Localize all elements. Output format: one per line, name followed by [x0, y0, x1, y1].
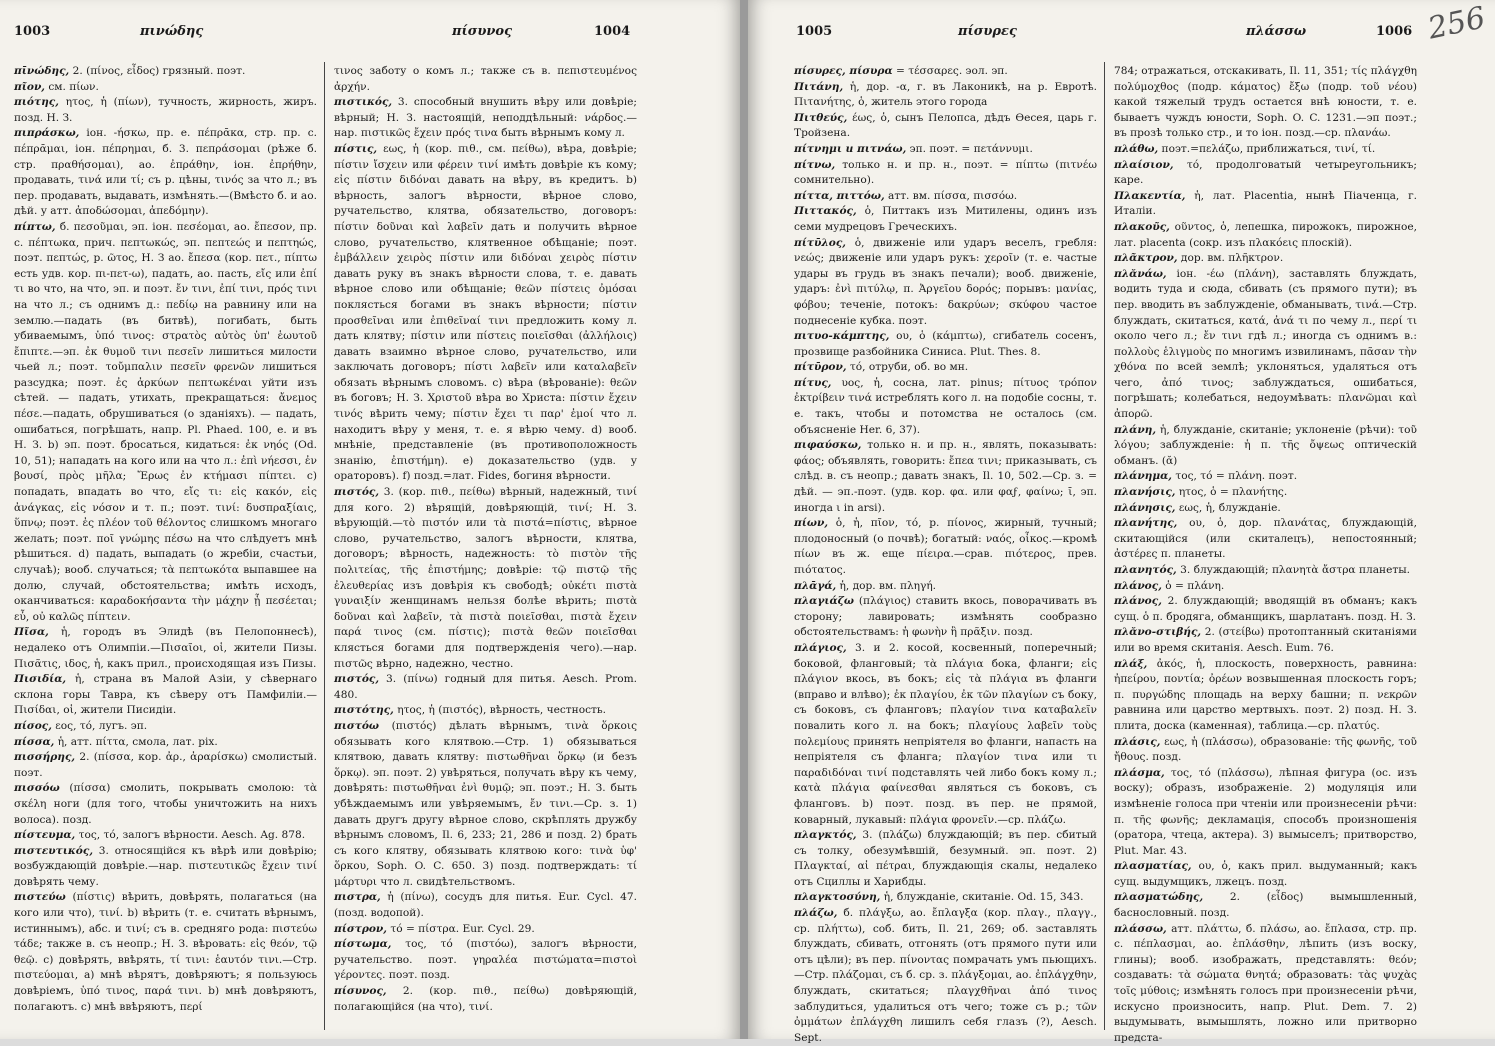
entry-definition: τος, τό (πλάσσω), лѣпная фигура (ос. изъ воску); образъ, изображеніе. 2) модуляція или измѣненіе голоса при чтеніи или произнесеніи рѣчи: π. τῆς φωνῆς; декламація, способъ произношенія (оратора, чтеца, актера). 3) вымыселъ; притворство, Plut. Mar. 43. [1114, 766, 1417, 857]
headword: πίστρον, [334, 922, 387, 935]
dictionary-entry [14, 80, 317, 96]
headword: πιστός, [334, 486, 380, 499]
column-divider [324, 62, 325, 1030]
dictionary-entry [1114, 158, 1417, 189]
headword: πιστικός, [334, 96, 393, 109]
dictionary-entry [334, 890, 637, 921]
dictionary-entry [334, 95, 637, 142]
entry-definition: только н. и пр. н., являть, показывать: φάος; объявлять, говорить: ἔπεα τινι; приказывать, съ слѣд. в. съ неопр.; давать знакъ, Il. 10, 502.—Ср. з. = дѣй. — эп.-поэт. (удв. кор. φα. или φαϝ, φαίνω; ῑ, эп. иногда ι in arsi). [794, 439, 1097, 514]
column-1 [794, 64, 1097, 1044]
dictionary-entry [794, 64, 1097, 80]
dictionary-entry [1114, 220, 1417, 251]
book-gutter [740, 0, 748, 1039]
column-2 [334, 64, 637, 1024]
entry-definition: ὁ, движеніе или ударъ веселъ, гребля: νεώς; движеніе или ударъ рукъ: χεροῖν (т. е. частые удары въ грудь въ знакъ печали); вооб. движеніе, ударъ: ἐνὶ πιτύλῳ, п. Ἀργεῖου δορός; порывъ: μανίας, φόβου; теченіе, потокъ: δακρύων; σκύφου частое поднесеніе кубка. поэт. [794, 236, 1097, 327]
entry-definition: τό, отруби, об. во мн. [846, 361, 969, 374]
entry-definition: ἀκός, ἡ, плоскость, поверхность, равнина: ἠπείρου, ποντία; ὀρέων возвышенная плоскость горъ; π. πυργώδης площадь на верху башни; π. νεκρῶν равнина или царство мертвыхъ. поэт. 2) позд. Н. З. плита, доска (каменная), таблица.—ср. πλατύς. [1114, 657, 1417, 732]
dictionary-entry [14, 750, 317, 781]
headword: πλανήτης, [1114, 517, 1178, 530]
dictionary-entry [794, 376, 1097, 438]
headword: πίτῡρον, [794, 361, 847, 374]
dictionary-entry [1114, 657, 1417, 735]
dictionary-entry [1114, 516, 1417, 563]
entry-definition: 3. и 2. косой, косвенный, поперечный; боковой, флангoвый; τὰ πλάγια бока, фланги; εἰς πλάγιον вкось, въ бокъ; εἰς τὰ πλάγια въ фланги (вправо и влѣво); ἐκ πλαγίου, ἐκ τῶν πλαγίων съ боку, съ боковъ, съ фланговъ; πλαγίον τινα καταβαλεῖν повалить кого л. на бокъ; πλαγίους λαβεῖν τοὺς πολεμίους принять непріятеля во фланги, напасть на непріятеля съ фланга; πλαγίον τινα или τι παραδιδόναι τινί подставлять чей либо бокъ кому л.; κατὰ πλάγια φαίνεσθαι являться съ боковъ, съ фланговъ. b) поэт. позд. въ пер. не прямой, коварный, лукавый: πλάγια φρονεῖν.—ср. πλάζω. [794, 641, 1097, 826]
headword: πῖον, [14, 80, 45, 93]
headword: πλάζω, [794, 907, 838, 920]
headword: πλάνημα, [1114, 470, 1172, 483]
entry-definition: поэт.=πελάζω, приближаться, τινί, τί. [1158, 142, 1376, 155]
headword: πίτῡλος, [794, 236, 846, 249]
entry-definition: τος, τό = πλάνη. поэт. [1171, 470, 1298, 483]
headword: πλᾶκτρον, [1114, 252, 1178, 265]
entry-definition: ἡ, блужданіе, скитаніе. Od. 15, 343. [880, 891, 1084, 904]
page-number-right: 1006 [1376, 24, 1413, 39]
headword: πίσυνος, [334, 985, 387, 998]
headword: πλάσσω, [1114, 922, 1167, 935]
headword: πίτυς, [794, 376, 832, 389]
headword: πλαίσιον, [1114, 158, 1174, 171]
dictionary-entry [334, 142, 637, 485]
entry-definition: τινος заботу о комъ л.; также съ в. πεπιστευμένος ἀρχήν. [334, 65, 637, 93]
entry-definition: ἡ, страна въ Малой Азіи, у сѣвернаго склона горы Тавра, къ сѣверу отъ Памфиліи.—Πισίδαι, οἱ, жители Писидіи. [14, 673, 317, 717]
entry-definition: = τέσσαρες. эол. эп. [892, 65, 1008, 77]
dictionary-entry [794, 906, 1097, 1046]
dictionary-entry [794, 204, 1097, 235]
entry-definition: τος, τό (πιστόω), залогъ вѣрности, ручательство. поэт. γηραλέα πιστώματα=πιστοὶ γέροντες. поэт. позд. [334, 938, 637, 982]
entry-definition: 3. способный внушить вѣру или довѣріе; вѣрный; Н. З. настоящій, неподдѣльный: νάρδος.—нар. πιστικῶς ἔχειν πρός τινα быть вѣрнымъ кому л. [334, 96, 637, 140]
headword: πλασματίας, [1114, 860, 1192, 873]
entry-definition: 784; отражаться, отскакивать, Il. 11, 351; τίς πλάγχθη πολύμοχθος (подр. κάματος) ἔξω (подр. τοῦ νέου) какой тяжелый трудъ остается внѣ юности, т. е. бываетъ чуждъ юности, Soph. O. C. 1231.—эп поэт.; въ прозѣ только стр., и то іон. позд.—ср. πλανάω. [1114, 65, 1417, 140]
headword: πιστρα, [334, 891, 381, 904]
entry-definition: τος, τό, залогъ вѣрности. Aesch. Ag. 878. [75, 829, 306, 842]
entry-definition: 3. (πλάζω) блуждающій; въ пер. сбитый съ толку, обезумѣвшій, безумный. эп. поэт. 2) Πλαγκταί, αἱ πέτραι, блуждающія скалы, недалеко отъ Сциллы и Харибды. [794, 829, 1097, 888]
dictionary-entry [334, 672, 637, 703]
dictionary-entry [794, 641, 1097, 828]
headword: πλασματώδης, [1114, 891, 1204, 904]
headword: πιφαύσκω, [794, 439, 862, 452]
entry-definition: 2. (πίνος, εἶδος) грязный. поэт. [69, 65, 246, 77]
dictionary-entry [1114, 735, 1417, 766]
dictionary-entry [794, 360, 1097, 376]
entry-definition: 2. (εἶδος) вымышленный, баснословный. позд. [1114, 891, 1417, 920]
entry-definition: 2. (πίσσα, кор. ἀρ., ἀραρίσκω) смолистый. поэт. [14, 751, 317, 779]
dictionary-entry [794, 438, 1097, 516]
headword: πιστότης, [334, 704, 394, 717]
page-number: 1003 [14, 24, 51, 39]
entry-definition: ὁ = πλάνη. [1161, 579, 1225, 592]
right-page [748, 0, 1495, 1044]
entry-definition: 3. (кор. πιθ., πείθω) вѣрный, надежный, τινί для кого. 2) вѣрящій, довѣряющій, τινί; Н. З. вѣрующій.—τὸ πιστόν или τὰ πιστά=πίστις, вѣрное слово, ручательство, залогъ вѣрности, клятва, договоръ; вѣрность, надежность: τὸ πιστὸν τῆς πολιτείας, τῆς ἐπιστήμης; довѣріе: τῷ πιστῷ τῆς ἐλευθερίας изъ довѣрія къ свободѣ; οὐκέτι πιστὰ γυναιξίν женщинамъ нельзя болѣе вѣрить; πιστὰ δοῦναι καὶ λαβεῖν, τὰ πιστὰ ποιεῖσθαι, πιστὰ ἔχειν παρά τινος (см. πίστις); πιστὰ θεῶν ποιεῖσθαι клясться богами для подтвержденія чего).—нар. πιστῶς вѣрно, надежно, честно. [334, 486, 637, 670]
entry-definition: см. πίων. [45, 80, 99, 93]
dictionary-entry [1114, 563, 1417, 579]
headword: πλάνησις, [1114, 501, 1176, 514]
entry-definition: ητος, ἡ (πιστός), вѣрность, честность. [393, 704, 607, 717]
headword: πίσυρες, πίσυρα [794, 65, 893, 77]
entry-definition: ου, ὁ, дор. πλανάτας, блуждающій, скитающійся (или скиталецъ), непостоянный; ἀστέρες π. планеты. [1114, 517, 1417, 561]
column-2 [1114, 64, 1417, 1044]
dictionary-entry [14, 781, 317, 828]
entry-definition: 2. блуждающій; вводящій въ обманъ; какъ сущ. ὁ π. бродяга, обманщикъ, шарлатанъ. позд. Н. З. [1114, 595, 1417, 623]
dictionary-entry [334, 937, 637, 984]
entry-definition: ἡ, дор. -α, г. въ Лаконикѣ, на р. Евротѣ. Πιτανήτης, ὁ, житель этого города [794, 80, 1097, 109]
entry-definition: (πίστις) вѣрить, довѣрять, полагаться (на кого или что), τινί. b) вѣрить (т. е. считать вѣрнымъ, истиннымъ), абс. и τινί; съ в. средняго рода: πιστεύω τάδε; также в. съ неопр.; Н. З. вѣровать: εἰς θεόν, τῷ θεῷ. c) довѣрять, ввѣрять, τί τινι: ἑαυτόν τινι.—Стр. πιστεύομαι, a) мнѣ вѣрятъ, довѣряютъ; я пользуюсь довѣріемъ, ὑπό τινος, παρά τινι. b) мнѣ довѣряютъ, полагаютъ. c) мнѣ ввѣряютъ, περί [14, 891, 317, 1013]
dictionary-entry [14, 64, 317, 80]
dictionary-entry [1114, 625, 1417, 656]
headword: πιστεύω [14, 891, 66, 904]
headword: πλανήσις, [1114, 486, 1176, 499]
dictionary-entry [794, 158, 1097, 189]
dictionary-entry [14, 719, 317, 735]
headword: πίστωμα, [334, 938, 392, 951]
guide-word-left: πινώδης [140, 24, 204, 39]
entry-definition: ὁ, Питтакъ изъ Митилены, одинъ изъ семи мудрецовъ Греческихъ. [794, 205, 1097, 233]
page-number-right: 1004 [594, 24, 631, 39]
headword: πλάξ, [1114, 657, 1148, 670]
dictionary-entry [1114, 267, 1417, 423]
dictionary-entry [1114, 64, 1417, 142]
entry-definition: ἡ (πίνω), сосудъ для питья. Eur. Cycl. 47. (позд. водопой). [334, 891, 637, 920]
headword: Πῖσα, [14, 626, 49, 639]
headword: Πιτάνη, [794, 80, 844, 93]
dictionary-entry [1114, 594, 1417, 625]
headword: Πιτθεύς, [794, 111, 848, 124]
headword: πίτνημι и πιτνάω, [794, 142, 907, 155]
entry-definition: ου, ὁ, какъ прил. выдуманный; какъ сущ. выдумщикъ, лжецъ. позд. [1114, 860, 1417, 888]
entry-definition: 2. (кор. πιθ., πείθω) довѣряющій, полагающійся (на что), τινί. [334, 985, 637, 1013]
entry-definition: ου, ὁ (κάμπτω), сгибатель сосенъ, прозвище разбойника Синиса. Plut. Thes. 8. [794, 330, 1097, 358]
headword: πλακοῦς, [1114, 220, 1170, 233]
dictionary-entry [794, 329, 1097, 360]
entry-definition: τό, продолговатый четыреугольникъ; каре. [1114, 158, 1417, 187]
headword: πλαγκτός, [794, 829, 857, 842]
entry-definition: τό = πίστρα. Eur. Cycl. 29. [386, 922, 535, 935]
headword: πλάσις, [1114, 735, 1161, 748]
entry-definition: ἡ, городъ въ Элидѣ (въ Пелопоннесѣ), недалеко отъ Олимпіи.—Πισαῖοι, οἱ, жители Пизы. Πισᾶτις, ιδος, ἡ, какъ прил., происходящая изъ Пизы. [14, 626, 317, 670]
dictionary-entry [1114, 142, 1417, 158]
headword: πίστευμα, [14, 829, 76, 842]
entry-definition: атт. вм. πίσσα, πισσόω. [884, 189, 1018, 202]
headword: Πλακεντία, [1114, 189, 1186, 202]
entry-definition: ητος, ἡ (πίων), тучность, жирность, жиръ. позд. Н. З. [14, 96, 317, 124]
entry-definition: атт. πλάττω, б. πλάσω, ао. ἔπλασα, стр. пр. с. πέπλασμαι, ао. ἐπλάσθην, лѣпить (изъ воску, глины); вооб. изображать, представлять: θεόν; создавать: τὰ σώματα θνητά; образовать: τὰς ψυχὰς τοῖς μύθοις; измѣнять голосъ при произнесеніи рѣчи, искусно произносить, напр. Plut. Dem. 7. 2) выдумывать, вымышлять, ложно или притворно предста- [1114, 922, 1417, 1044]
headword: πλάγιος, [794, 641, 847, 654]
dictionary-entry [14, 890, 317, 1015]
headword: πίττα, πιττόω, [794, 189, 885, 202]
entry-definition: ὁ, ἡ, πῖον, τό, р. πίονος, жирный, тучный; плодоносный (о почвѣ); богатый: ναός, οἶκος.—кромѣ πίων въ ж. еще πίειρα.—срав. πιότερος, прев. πιότατος. [794, 517, 1097, 576]
entry-definition: εως, ἡ (кор. πιθ., см. πείθω), вѣра, довѣріе; πίστιν ἴσχειν или φέρειν τινί имѣть довѣріе къ кому; εἰς πίστιν διδόναι давать на вѣру, въ кредитъ. b) вѣрность, залогъ вѣрности, вѣрное слово, ручательство, клятва, обязательство, договоръ: πίστιν δοῦναι καὶ λαβεῖν дать и получить вѣрное слово, ручательство, клятвенное обѣщаніе; поэт. ἐμβάλλειν χειρὸς πίστιν или διδόναι χειρὸς πίστιν давать руку въ знакъ вѣрности слова, т. е. давать вѣрное слово или обѣщаніе; θεῶν πίστεις ὀμόσαι поклясться богами въ знакъ вѣрности; πίστιν προσθεῖναι или ἐπιθεῖναί τινι предложить кому л. дать клятву; πίστιν или πίστεις ποιεῖσθαι (ἀλλήλοις) давать взаимно вѣрное слово, ручательство, или заключать договоръ; πίστι λαβεῖν или καταλαβεῖν обязать вѣрнымъ словомъ. c) вѣра (вѣрованіе): θεῶν въ боговъ; Н. З. Χριστοῦ вѣра во Христа: πίστιν ἔχειν τινός вѣрить чему; πίστιν ἔχει τι παρ' ἐμοί что л. находитъ вѣру у меня, т. е. я вѣрю чему. d) вооб. мнѣніе, представленіе (въ противоположность знанію, ἐπιστήμη). e) доказательство (удв. у ораторовъ). f) позд.=лат. Fides, богиня вѣрности. [334, 142, 637, 483]
dictionary-entry [1114, 859, 1417, 890]
dictionary-entry [1114, 579, 1417, 595]
entry-definition: ητος, ὁ = πλανήτης. [1175, 486, 1288, 499]
entry-definition: 3. (πίνω) годный для питья. Aesch. Prom. 480. [334, 673, 637, 701]
dictionary-entry [1114, 423, 1417, 470]
dictionary-entry [14, 95, 317, 126]
headword: πίτνω, [794, 158, 836, 171]
dictionary-entry [14, 625, 317, 672]
headword: πίστις, [334, 142, 378, 155]
headword: πίων, [794, 517, 829, 530]
entry-definition: (πλάγιος) ставить вкось, поворачивать въ сторону; лавировать; измѣнять сообразно обстоятельствамъ: ἡ φωνὴν ἢ πρᾶξιν. позд. [794, 595, 1097, 639]
headword: πλάνος, [1114, 579, 1162, 592]
dictionary-entry [14, 220, 317, 625]
entry-definition: іон. -ήσκω, пр. е. πέπρᾱκα, стр. пр. с. πέπρᾱμαι, іон. πέπρημαι, б. 3. πεπράσομαι (рѣже б. стр. πραθήσομαι), ао. ἐπράθην, іон. ἐπρήθην, продавать, τινά или τί; съ р. цѣны, τινός за что л.; въ пер. продавать, выдавать, измѣнять.—(Вмѣсто б. и ао. дѣй. у атт. ἀποδώσομαι, ἀπεδόμην). [14, 127, 317, 218]
headword: πῑνώδης, [14, 65, 70, 77]
dictionary-entry [334, 719, 637, 891]
dictionary-entry [14, 126, 317, 220]
headword: πιτυο-κάμπτης, [794, 330, 890, 343]
dictionary-entry [1114, 890, 1417, 921]
headword: Πισιδία, [14, 673, 67, 686]
headword: πλᾰνο-στιβής, [1114, 626, 1202, 639]
entry-definition: только н. и пр. н., поэт. = πίπτω (πιτνέω сомнительно). [794, 158, 1097, 187]
dictionary-entry [1114, 469, 1417, 485]
dictionary-entry [1114, 501, 1417, 517]
handwritten-annotation: 256 [1424, 0, 1489, 47]
headword: πιστευτικός, [14, 844, 94, 857]
entry-definition: ἡ, атт. πίττα, смола, лат. pix. [54, 735, 218, 748]
headword: Πιττακός, [794, 205, 857, 218]
entry-definition: ἡ, лат. Placentia, нынѣ Піаченца, г. Италіи. [1114, 189, 1417, 218]
dictionary-entry [794, 828, 1097, 890]
headword: πίσος, [14, 719, 52, 732]
dictionary-entry [334, 64, 637, 95]
guide-word-right: πίσυνος [452, 24, 513, 39]
entry-definition: οῦντος, ὁ, лепешка, пирожокъ, пирожное, лат. placenta (сокр. изъ πλακόεις плоскій). [1114, 220, 1417, 249]
dictionary-entry [794, 579, 1097, 595]
dictionary-entry [14, 735, 317, 751]
dictionary-entry [14, 844, 317, 891]
entry-definition: ἡ, блужданіе, скитаніе; уклоненіе (рѣчи): τοῦ λόγου; заблужденіе: ἡ π. τῆς ὄψεως оптическій обманъ. (ᾰ) [1114, 423, 1417, 467]
headword: πισσήρης, [14, 751, 76, 764]
headword: πλαγκτοσύνη, [794, 891, 881, 904]
column-1 [14, 64, 317, 1024]
headword: πλᾱγά, [794, 579, 837, 592]
entry-definition: (πιστός) дѣлать вѣрнымъ, τινὰ ὅρκοις обязывать кого клятвою.—Стр. 1) обязываться клятвою, давать клятву: πιστωθῆναι ὅρκῳ (и безъ ὅρκῳ). эп. поэт. 2) увѣряться, получать вѣру къ чему, довѣрять: πιστωθῆναι ἐνὶ θυμῷ; эп. поэт.; Н. З. быть убѣждаемымъ или увѣряемымъ, ἔν τινι.—Ср. з. 1) давать другъ другу вѣрное слово, скрѣплять дружбу вѣрнымъ словомъ, Il. 6, 233; 21, 286 и позд. 2) брать съ кого клятву, обязывать клятвою кого: τινὰ ὑφ' ὅρκου, Soph. O. C. 650. 3) позд. подтверждать: τί μάρτυρι что л. свидѣтельствомъ. [334, 719, 637, 888]
entry-definition: эп. поэт. = πετάννυμι. [906, 142, 1033, 155]
entry-definition: дор. вм. πλῆκτρον. [1177, 252, 1284, 265]
headword: πλάθω, [1114, 142, 1159, 155]
left-page [0, 0, 740, 1039]
entry-definition: 3. блуждающій; πλανητὰ ἄστρα планеты. [1176, 564, 1411, 576]
entry-definition: ἡ, дор. вм. πληγή. [836, 579, 937, 592]
entry-definition: εος, τό, лугъ. эп. [51, 719, 148, 732]
entry-definition: б. πεσοῦμαι, эп. іон. πεσέομαι, ао. ἔπεσον, пр. с. πέπτωκα, прич. πεπτωκώς, эп. πεπτεώς и πεπτηώς, поэт. πεπτώς, р. ῶτος, Н. З ао. ἔπεσα (кор. πετ., πίπτω есть удв. кор. πι-πετ-ω), падать, ао. пасть, εἴς или ἐπί τι во что, на что, эп. и поэт. ἔν τινι, ἐπί τινι, πρός τινι на что л.; съ однимъ д.: πεδίῳ на равнину или на землю.—падать (въ битвѣ), погибать, быть убиваемымъ, ὑπό τινος: στρατὸς αὐτὸς ὑπ' ἑωυτοῦ ἔπιπτε.—эп. ἐκ θυμοῦ τινι πεσεῖν лишиться милости чьей л.; поэт. τοὔμπαλιν πεσεῖν φρενῶν лишиться разсудка; поэт. ἐς ἀρκύων πεπτωκέναι уйти изъ сѣтей. — падать, утихать, прекращаться: ἄνεμος πέσε.—падать, обрушиваться (о зданіяхъ). — падать, ошибаться, погрѣшать, напр. Pl. Phaed. 100, е. и въ Н. З. b) эп. поэт. бросаться, кидаться: ἐκ νηός (Od. 10, 51); нападать на кого или на что л.: ἐπὶ νήεσσι, ἐν βουσί, πρὸς μῆλα; Ἔρως ἐν κτήμασι πίπτει. c) попадать, впадать во что, εἴς τι: εἰς κακόν, εἰς ἀνάγκας, εἰς νόσον и т. п.; поэт. τινί: δυσπραξίαις, ὕπνῳ; поэт. ἐς πλέον τοῦ θέλοντος слишкомъ многаго желать; поэт. ποῖ γνώμης πέσω на что слѣдуетъ мнѣ рѣшиться. d) падать, выпадать (о жребіи, счастьи, случаѣ); вооб. случаться; τὰ πεπτωκότα выпавшее на долю, случай, обстоятельства; имѣть исходъ, оканчиваться: καραδοκήσαντα τὴν μάχην ᾗ πεσέεται; εὖ, οὐ καλῶς πίπτειν. [14, 220, 317, 623]
entry-definition: 2. (στείβω) протоптанный скитаніями или во время скитанія. Aesch. Eum. 76. [1114, 626, 1417, 654]
dictionary-entry [794, 111, 1097, 142]
entry-definition: б. πλάγξω, ао. ἔπλαγξα (кор. πλαγ., πλαγγ., ср. πλήττω), соб. бить, Il. 21, 269; об. заставлять блуждать, сбивать, отгонять (отъ прямого пути или отъ цѣли); въ пер. πίνοντας помрачать умъ пьющихъ.—Стр. πλάζομαι, съ б. ср. з. πλάγξομαι, ао. ἐπλάγχθην, блуждать, скитаться; πλαγχθῆναι ἀπό τινος заблудиться, удалиться отъ чего; тоже съ р.; τῶν ὀμμάτων ἐπλάγχθη лишилъ себя глазъ (?), Aesch. Sept. [794, 907, 1097, 1044]
dictionary-entry [794, 236, 1097, 330]
entry-definition: έως, ὁ, сынъ Пелопса, дѣдъ Өесея, царь г. Тройзена. [794, 111, 1097, 140]
dictionary-entry [334, 703, 637, 719]
headword: πισσόω [14, 782, 60, 795]
dictionary-entry [794, 189, 1097, 205]
dictionary-entry [1114, 766, 1417, 860]
dictionary-entry [1114, 251, 1417, 267]
headword: πλάνη, [1114, 423, 1157, 436]
entry-definition: εως, ἡ (πλάσσω), образованіе: τῆς φωνῆς, τοῦ ἤθους. позд. [1114, 735, 1417, 764]
headword: πλαγιάζω [794, 595, 854, 608]
dictionary-entry [794, 516, 1097, 578]
entry-definition: іон. -έω (πλάνη), заставлять блуждать, водить туда и сюда, сбивать (съ прямого пути); въ пер. вводить въ заблужденіе, обманывать, τινά.—Стр. блуждать, скитаться, κατά, ἀνά τι по чему л., περί τι около чего л.; ἔν τινι гдѣ л.; иногда съ однимъ в.: πολλοὺς ἑλιγμοὺς по многимъ извилинамъ, πᾶσαν τὴν χθόνα по всей землѣ; уклоняться, удаляться отъ чего, ἀπό τινος; заблуждаться, ошибаться, погрѣшать; колебаться, недоумѣвать: πλανῶμαι καὶ ἀπορῶ. [1114, 267, 1417, 421]
entry-definition: εως, ἡ, блужданіе. [1175, 501, 1281, 514]
headword: πλᾰνάω, [1114, 267, 1167, 280]
headword: πιπράσκω, [14, 127, 80, 140]
headword: πλανητός, [1114, 564, 1177, 576]
headword: πλάνος, [1114, 595, 1162, 608]
headword: πιστός, [334, 673, 380, 686]
headword: πιστόω [334, 719, 379, 732]
dictionary-entry [334, 984, 637, 1015]
entry-definition: 3. относящійся къ вѣрѣ или довѣрію; возбуждающій довѣріе.—нар. πιστευτικῶς ἔχειν τινί довѣрять чему. [14, 844, 317, 888]
dictionary-entry [334, 922, 637, 938]
dictionary-entry [14, 828, 317, 844]
dictionary-entry [794, 80, 1097, 111]
headword: πλάσμα, [1114, 766, 1165, 779]
dictionary-entry [794, 142, 1097, 158]
dictionary-entry [1114, 922, 1417, 1046]
guide-word-left: πίσυρες [958, 24, 1017, 39]
entry-definition: (πίσσα) смолить, покрывать смолою: τὰ σκέλη ноги (для того, чтобы уничтожить на нихъ волоса). позд. [14, 782, 317, 826]
dictionary-entry [794, 890, 1097, 906]
dictionary-entry [1114, 189, 1417, 220]
guide-word-right: πλάσσω [1246, 24, 1307, 39]
headword: πίσσα, [14, 735, 55, 748]
page-number: 1005 [796, 24, 833, 39]
entry-definition: υος, ἡ, сосна, лат. pinus; πίτυος τρόπον ἐκτρίβειν τινά истреблять кого л. на подобіе сосны, т. е. такъ, чтобы и потомства не осталось (см. объясненіе Her. 6, 37). [794, 376, 1097, 436]
headword: πίπτω, [14, 220, 56, 233]
dictionary-entry [1114, 485, 1417, 501]
headword: πιότης, [14, 96, 59, 109]
dictionary-entry [334, 485, 637, 672]
dictionary-entry [794, 594, 1097, 641]
column-divider [1104, 62, 1105, 1030]
dictionary-entry [14, 672, 317, 719]
